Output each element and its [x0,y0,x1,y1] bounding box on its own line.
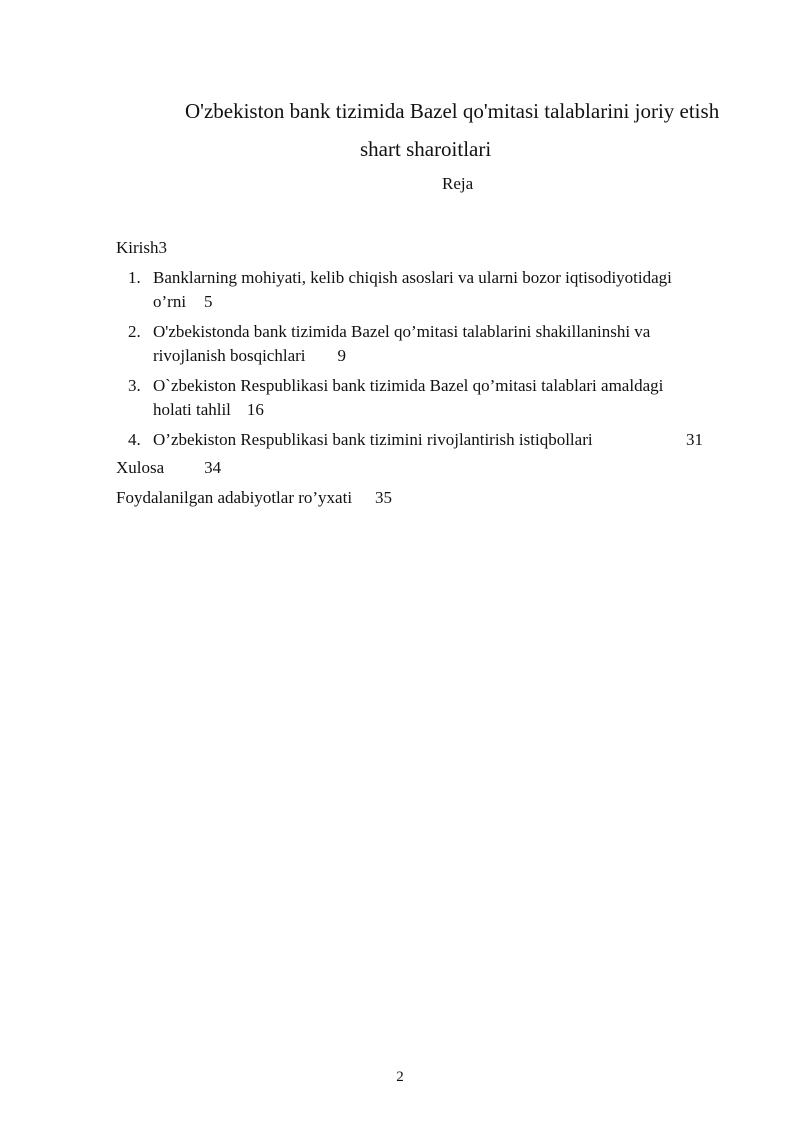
title-line-1: O'zbekiston bank tizimida Bazel qo'mitasi talablarini joriy etish [185,99,720,123]
toc-item-title-continued [153,290,213,314]
toc-intro[interactable] [116,236,167,260]
toc-item-title-end: rivojlanish bosqichlari [153,346,306,365]
toc-item-title: Banklarning mohiyati, kelib chiqish asoslari va ularni bozor iqtisodiyotidagi [153,268,672,287]
toc-item-page: 16 [246,400,264,419]
toc-item-number: 2. [128,322,141,341]
toc-references-label: Foydalanilgan adabiyotlar ro’yxati [116,488,353,507]
toc-item-page: 31 [686,430,703,449]
toc-item-page: 9 [337,346,347,365]
toc-item-number: 1. [128,268,141,287]
toc-item-page: 5 [204,292,213,311]
toc-conclusion-page: 34 [204,458,222,477]
toc-item-title: O’zbekiston Respublikasi bank tizimini rivojlantirish istiqbollari [153,430,593,449]
toc-intro-label: Kirish [116,238,159,257]
toc-conclusion[interactable] [116,456,221,480]
toc-item-3[interactable] [116,374,736,422]
toc-intro-page: 3 [158,238,167,257]
toc-item-title-continued [153,344,346,368]
toc-item-number: 4. [128,430,141,449]
toc-references[interactable] [116,486,392,510]
toc-item-2[interactable] [116,320,736,368]
title-line-2: shart sharoitlari [360,137,492,161]
toc-conclusion-label: Xulosa [116,458,165,477]
toc-item-title: O'zbekistonda bank tizimida Bazel qo’mitasi talablarini shakillaninshi va [153,322,651,341]
toc-item-4[interactable] [116,428,736,452]
toc-item-title: O`zbekiston Respublikasi bank tizimida Bazel qo’mitasi talablari amaldagi [153,376,664,395]
plan-heading: Reja [442,174,474,193]
page-number: 2 [396,1069,404,1085]
toc-item-1[interactable] [116,266,736,314]
toc-item-title-end: holati tahlil [153,400,231,419]
toc-item-title-end: o’rni [153,292,187,311]
toc-item-title-continued [153,398,264,422]
toc-references-page: 35 [375,488,393,507]
toc-item-number: 3. [128,376,141,395]
